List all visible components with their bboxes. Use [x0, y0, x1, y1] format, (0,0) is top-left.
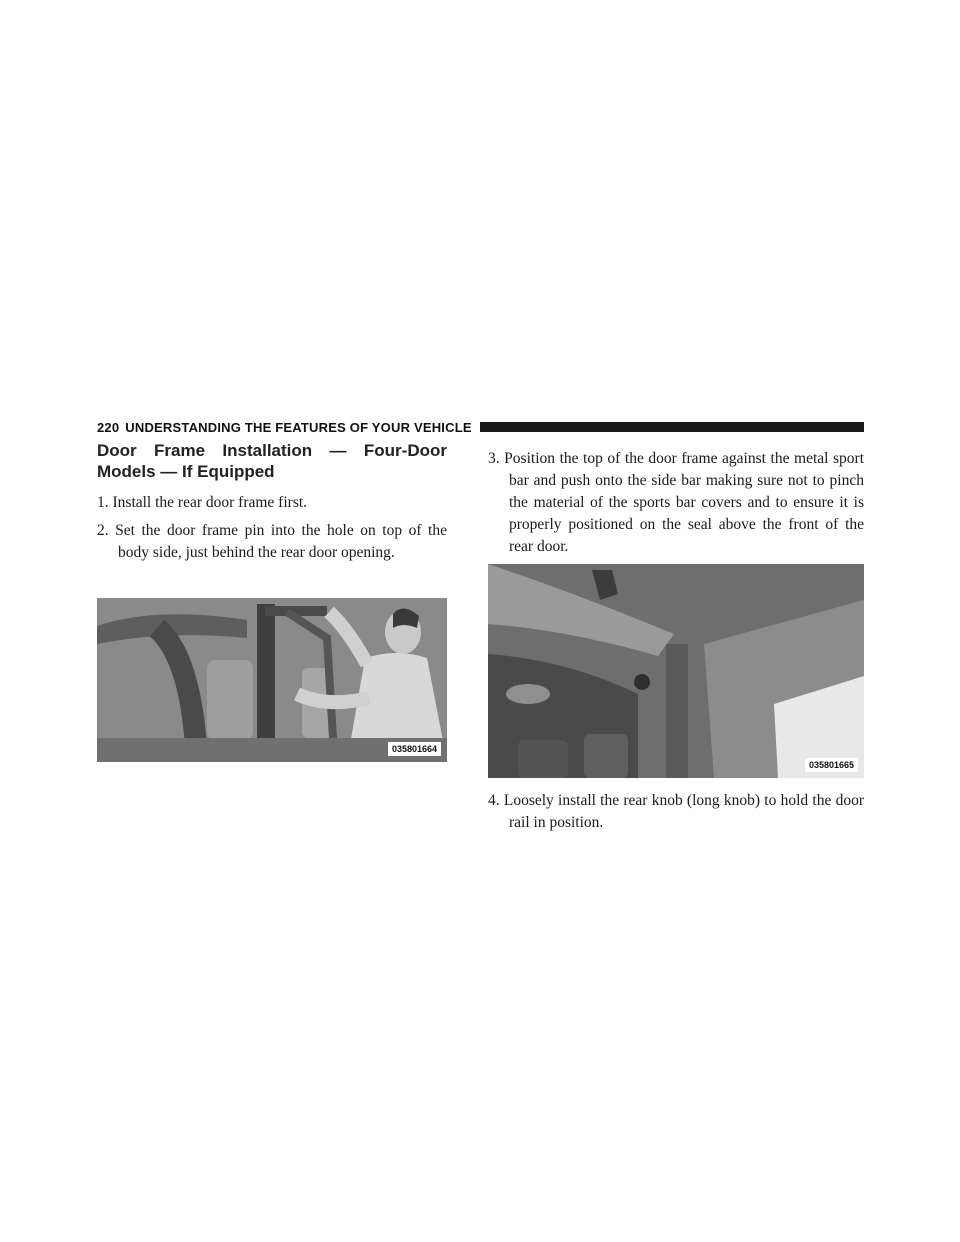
- section-title: Door Frame Installation — Four-Door Models — If Equipped: [97, 441, 447, 481]
- illustration-frame-against-sport-bar: [488, 564, 864, 778]
- figure-label: 035801665: [805, 758, 858, 772]
- step-1: 1. Install the rear door frame first.: [97, 494, 308, 511]
- illustration-man-installing-frame: [97, 598, 447, 762]
- left-column: [97, 440, 447, 762]
- right-column: [488, 448, 864, 840]
- step-2: 2. Set the door frame pin into the hole on top of the body side, just behind the rear door opening.: [97, 522, 447, 561]
- page-header: [97, 418, 864, 436]
- step-4: 4. Loosely install the rear knob (long knob) to hold the door rail in position.: [488, 792, 864, 831]
- header-title: UNDERSTANDING THE FEATURES OF YOUR VEHICLE: [125, 419, 472, 435]
- figure-label: 035801664: [388, 742, 441, 756]
- page-number: 220: [97, 419, 120, 435]
- header-rule: [480, 422, 864, 432]
- figure-door-frame-installation: [97, 598, 447, 762]
- step-3: 3. Position the top of the door frame against the metal sport bar and push onto the side bar making sure not to pinch the material of the sports bar covers and to ensure it is properly positioned on the seal above the front of the rear door.: [488, 450, 864, 555]
- figure-door-frame-closeup: [488, 564, 864, 778]
